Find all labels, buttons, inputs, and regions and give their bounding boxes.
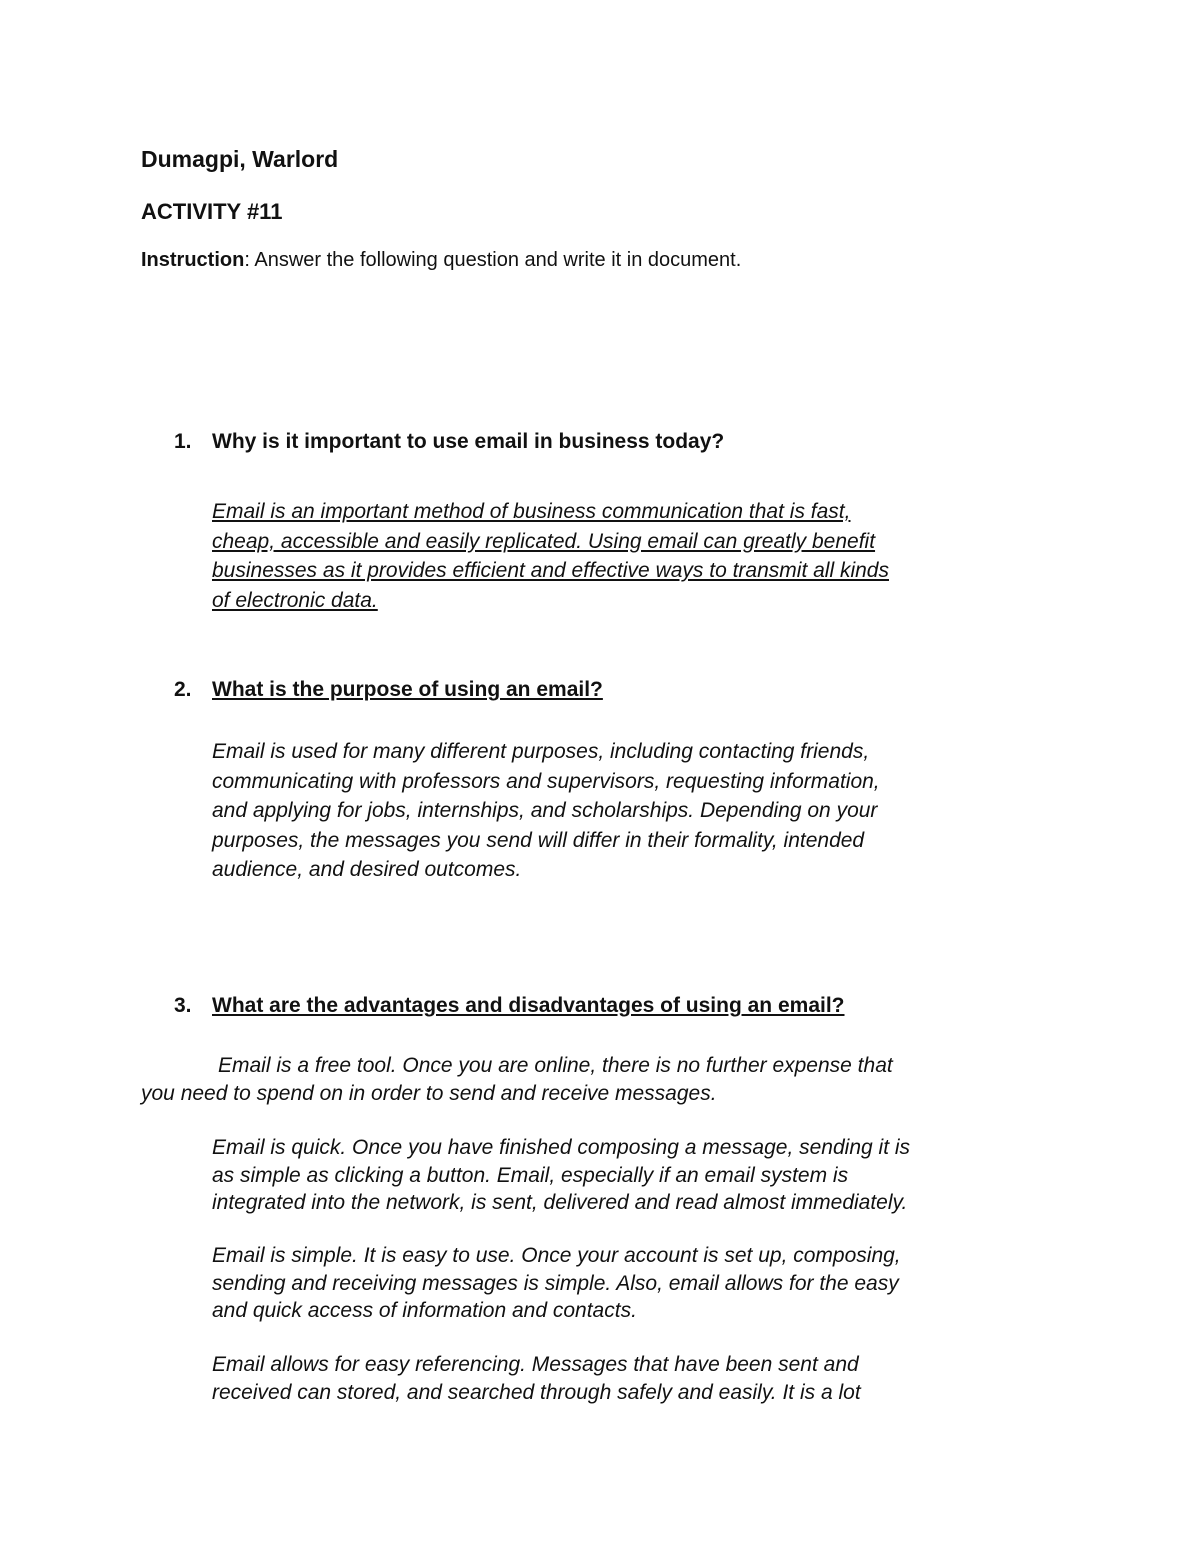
answer-line: Email is an important method of business communication that is fast, [212, 500, 851, 523]
question-text: What are the advantages and disadvantages of using an email? [212, 994, 845, 1017]
answer-line: you need to spend on in order to send and receive messages. [141, 1081, 717, 1105]
answer-line: businesses as it provides efficient and effective ways to transmit all kinds [212, 559, 889, 582]
question-3 [174, 994, 845, 1018]
answer-line: and quick access of information and contacts. [212, 1299, 637, 1322]
answer-1 [212, 497, 889, 615]
question-number: 1. [174, 430, 192, 453]
answer-line: audience, and desired outcomes. [212, 858, 522, 881]
answer-line: Email is quick. Once you have finished composing a message, sending it is [212, 1136, 911, 1159]
answer-line: and applying for jobs, internships, and scholarships. Depending on your [212, 799, 878, 822]
answer-line: integrated into the network, is sent, delivered and read almost immediately. [212, 1191, 908, 1214]
question-text: Why is it important to use email in business today? [212, 430, 725, 453]
answer-line: of electronic data. [212, 588, 378, 612]
question-2 [174, 678, 603, 702]
instruction-label: Instruction [141, 249, 245, 271]
activity-title: ACTIVITY #11 [141, 199, 283, 224]
answer-line: Email is a free tool. Once you are online, there is no further expense that [218, 1054, 893, 1077]
question-text: What is the purpose of using an email? [212, 678, 603, 701]
question-number: 3. [174, 994, 192, 1017]
answer-3-intro [141, 1052, 893, 1107]
answer-line: Email is simple. It is easy to use. Once your account is set up, composing, [212, 1244, 901, 1267]
answer-line: as simple as clicking a button. Email, especially if an email system is [212, 1163, 849, 1187]
answer-line: sending and receiving messages is simple. Also, email allows for the easy [212, 1271, 899, 1295]
answer-line: cheap, accessible and easily replicated. Using email can greatly benefit [212, 529, 876, 553]
instruction-line [141, 249, 741, 272]
answer-3-paragraph-2 [212, 1242, 901, 1325]
answer-3-paragraph-1 [212, 1134, 910, 1217]
answer-line: purposes, the messages you send will differ in their formality, intended [212, 828, 865, 852]
answer-line: received can stored, and searched through safely and easily. It is a lot [212, 1380, 861, 1404]
answer-line: Email is used for many different purposes, including contacting friends, [212, 740, 870, 763]
question-number: 2. [174, 678, 192, 701]
answer-line: Email allows for easy referencing. Messages that have been sent and [212, 1353, 859, 1376]
instruction-text: : Answer the following question and write it in document. [244, 249, 742, 271]
answer-2 [212, 737, 880, 885]
question-1 [174, 430, 724, 454]
author-name: Dumagpi, Warlord [141, 146, 339, 172]
answer-line: communicating with professors and supervisors, requesting information, [212, 769, 880, 793]
answer-3-paragraph-3 [212, 1351, 861, 1406]
